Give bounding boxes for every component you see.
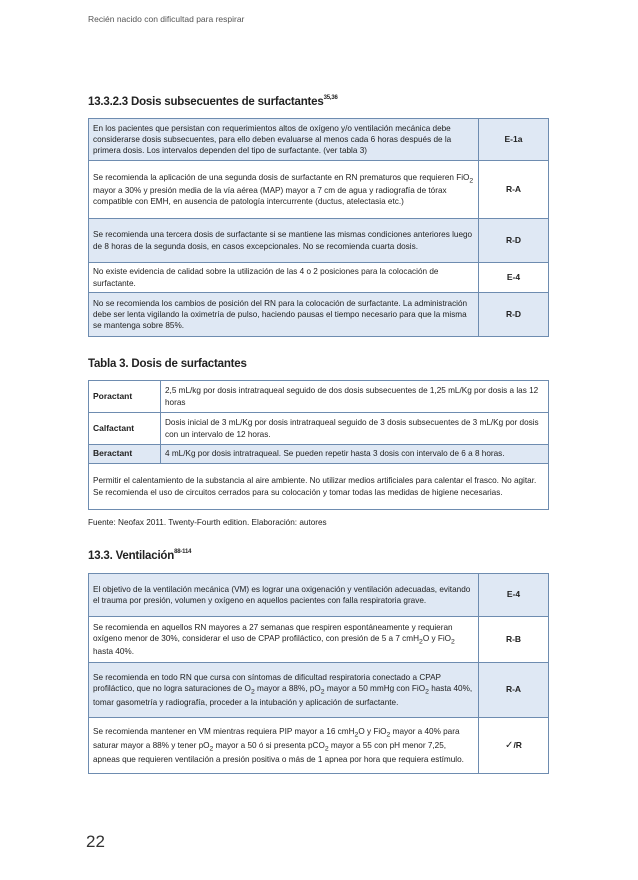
section-title-ventilation bbox=[88, 550, 191, 562]
table-row bbox=[89, 445, 549, 464]
recommendation-text: No existe evidencia de calidad sobre la utilización de las 4 o 2 posiciones para la colocación de surfactante. bbox=[89, 263, 479, 293]
grade-label: /R bbox=[513, 739, 522, 750]
table-row bbox=[89, 293, 549, 337]
table3-title: Tabla 3. Dosis de surfactantes bbox=[88, 358, 247, 370]
drug-dose: 2,5 mL/kg por dosis intratraqueal seguido de dos dosis subsecuentes de 1,25 mL/Kg por dosis a las 12 horas bbox=[161, 381, 549, 413]
drug-name: Beractant bbox=[89, 445, 161, 464]
evidence-grade: R-D bbox=[479, 293, 549, 337]
evidence-grade: R-A bbox=[479, 663, 549, 718]
page-number: 22 bbox=[86, 832, 105, 851]
table-row bbox=[89, 413, 549, 445]
recommendations-table-surfactant bbox=[88, 118, 549, 337]
recommendation-text: En los pacientes que persistan con requerimientos altos de oxígeno y/o ventilación mecánica debe considerarse dosis subsecuentes, para ello deben evaluarse al menos cada 6 horas después de la primera dosis. Los intervalos dependen del tipo de surfactante. (ver tabla 3) bbox=[89, 119, 479, 161]
section-title-text: 13.3. Ventilación bbox=[88, 550, 175, 562]
table-row bbox=[89, 663, 549, 718]
recommendation-text: Se recomienda en aquellos RN mayores a 27 semanas que respiren espontáneamente y requieran oxígeno menor de 30%, considerar el uso de CPAP profiláctico, con presión de 5 a 7 cmH$_2$O y FiO$_2$ hasta 40%. bbox=[89, 617, 479, 663]
drug-name: Calfactant bbox=[89, 413, 161, 445]
table-row bbox=[89, 119, 549, 161]
table-row bbox=[89, 219, 549, 263]
table-source: Fuente: Neofax 2011. Twenty-Fourth edition. Elaboración: autores bbox=[88, 518, 327, 527]
recommendations-table-ventilation bbox=[88, 573, 549, 774]
recommendation-text: Se recomienda mantener en VM mientras requiera PIP mayor a 16 cmH$_2$O y FiO$_2$ mayor a 40% para saturar mayor a 88% y tener $pO_2$ mayor a 50 ó si presenta pCO$_2$ mayor a 55 con pH menor 7,25, apneas que requieren ventilación a presión positiva o más de 1 apnea por hora que requiera estímulo. bbox=[89, 718, 479, 774]
drug-dose: 4 mL/Kg por dosis intratraqueal. Se pueden repetir hasta 3 dosis con intervalo de 6 a 8 horas. bbox=[161, 445, 549, 464]
checkmark-icon: ✓ bbox=[505, 739, 514, 751]
dose-table-note: Permitir el calentamiento de la substancia al aire ambiente. No utilizar medios artificiales para calentar el frasco. No agitar. Se recomienda el uso de circuitos cerrados para su colocación y tomar todas las medidas de higiene necesarias. bbox=[89, 464, 549, 510]
table-row bbox=[89, 718, 549, 774]
recommendation-text: No se recomienda los cambios de posición del RN para la colocación de surfactante. La administración debe ser lenta vigilando la oximetría de pulso, haciendo pausas el tiempo necesario para que la misma se mantenga sobre 85%. bbox=[89, 293, 479, 337]
evidence-grade: E-4 bbox=[479, 574, 549, 617]
section-title-refs: 88-114 bbox=[174, 549, 192, 555]
section-title-text: 13.3.2.3 Dosis subsecuentes de surfactantes bbox=[88, 96, 324, 108]
evidence-grade: R-B bbox=[479, 617, 549, 663]
table-row bbox=[89, 464, 549, 510]
table-row bbox=[89, 617, 549, 663]
running-header: Recién nacido con dificultad para respirar bbox=[88, 14, 245, 24]
drug-name: Poractant bbox=[89, 381, 161, 413]
table-row bbox=[89, 263, 549, 293]
evidence-grade: R-D bbox=[479, 219, 549, 263]
table-row bbox=[89, 574, 549, 617]
table-row bbox=[89, 381, 549, 413]
evidence-grade bbox=[479, 718, 549, 774]
recommendation-text: Se recomienda una tercera dosis de surfactante si se mantiene las mismas condiciones anteriores luego de 8 horas de la segunda dosis, en casos excepcionales. No se recomienda cuarta dosis. bbox=[89, 219, 479, 263]
evidence-grade: E-1a bbox=[479, 119, 549, 161]
table-row bbox=[89, 161, 549, 219]
evidence-grade: R-A bbox=[479, 161, 549, 219]
recommendation-text: Se recomienda la aplicación de una segunda dosis de surfactante en RN prematuros que requieren FiO$_2$ mayor a 30% y presión media de la vía aérea (MAP) mayor a 7 cm de agua y radiografía de tórax compatible con EMH, en ausencia de patología intercurrente (ductus, atelectasia etc.) bbox=[89, 161, 479, 219]
drug-dose: Dosis inicial de 3 mL/Kg por dosis intratraqueal seguido de 3 dosis subsecuentes de 3 mL/Kg por dosis con un intervalo de 12 horas. bbox=[161, 413, 549, 445]
recommendation-text: El objetivo de la ventilación mecánica (VM) es lograr una oxigenación y ventilación adecuadas, evitando el trauma por presión, volumen y oxígeno en aquellos pacientes con falla respiratoria grave. bbox=[89, 574, 479, 617]
section-title-surfactant-doses bbox=[88, 96, 338, 108]
section-title-refs: 35,36 bbox=[323, 95, 338, 101]
evidence-grade: E-4 bbox=[479, 263, 549, 293]
recommendation-text: Se recomienda en todo RN que cursa con síntomas de dificultad respiratoria conectado a CPAP profiláctico, que no logra saturaciones de $O_2$ mayor a 88%, $pO_2$ mayor a 50 mmHg con FiO$_2$ hasta 40%, tomar gasometría y radiografía, proceder a la intubación y aplicación de surfactante. bbox=[89, 663, 479, 718]
surfactant-dose-table bbox=[88, 380, 549, 510]
